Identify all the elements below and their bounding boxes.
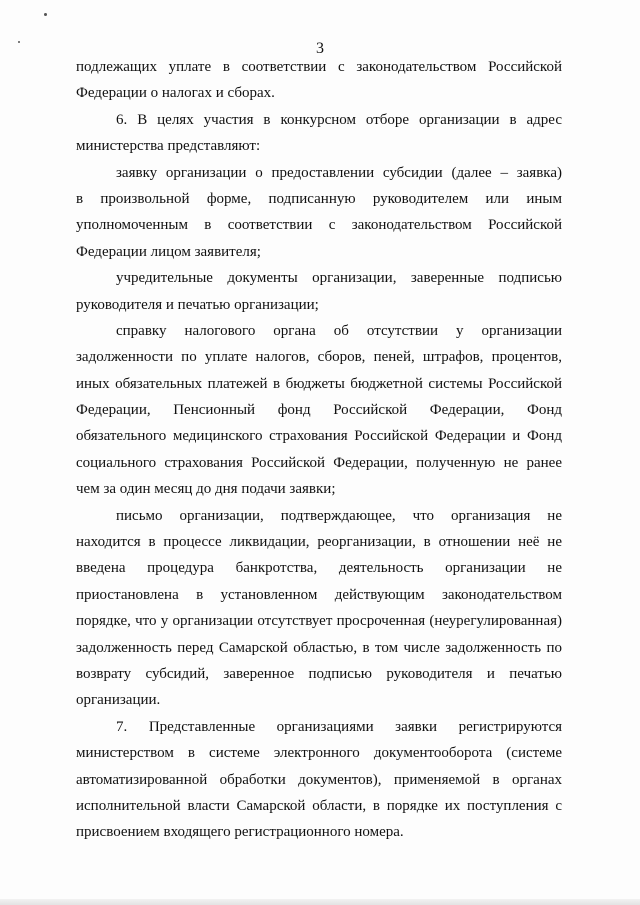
text-line: находится в процессе ликвидации, реорганизации, в отношении неё не (76, 534, 562, 551)
paragraph-7-start: 7. Представленные организациями заявки регистрируются (116, 718, 562, 735)
text-line: исполнительной власти Самарской области, в порядке их поступления с (76, 797, 562, 814)
text-line: автоматизированной обработки документов), применяемой в органах (76, 771, 562, 788)
text-line: Федерации лицом заявителя; (76, 243, 261, 260)
page-number: 3 (316, 40, 324, 57)
text-line: подлежащих уплате в соответствии с законодательством Российской (76, 59, 562, 75)
text-line: руководителя и печатью организации; (76, 296, 319, 313)
paragraph-6-start: 6. В целях участия в конкурсном отборе организации в адрес (116, 111, 562, 128)
text-line: присвоением входящего регистрационного номера. (76, 824, 404, 841)
text-line: задолженность перед Самарской областью, в том числе задолженность по (76, 639, 562, 656)
list-item-founding-documents: учредительные документы организации, заверенные подписью (116, 270, 562, 287)
scan-speck (44, 13, 47, 16)
text-line: чем за один месяц до дня подачи заявки; (76, 481, 336, 498)
text-line: Федерации, Пенсионный фонд Российской Федерации, Фонд (76, 402, 562, 419)
text-line: Федерации о налогах и сборах. (76, 85, 275, 102)
text-line: в произвольной форме, подписанную руководителем или иным (76, 190, 562, 207)
document-body (76, 54, 562, 846)
text-line: задолженности по уплате налогов, сборов, пеней, штрафов, процентов, (76, 349, 562, 366)
text-line: введена процедура банкротства, деятельность организации не (76, 560, 562, 577)
text-line: министерства представляют: (76, 138, 261, 155)
list-item-application: заявку организации о предоставлении субсидии (далее – заявка) (116, 164, 562, 181)
text-line: возврату субсидий, заверенное подписью руководителя и печатью (76, 665, 562, 682)
text-line: социального страхования Российской Федерации, полученную не ранее (76, 454, 562, 471)
text-line: обязательного медицинского страхования Российской Федерации и Фонд (76, 428, 562, 445)
text-line: министерством в системе электронного документооборота (системе (76, 745, 562, 762)
text-line: организации. (76, 692, 161, 709)
text-line: уполномоченным в соответствии с законодательством Российской (76, 217, 562, 234)
list-item-tax-certificate: справку налогового органа об отсутствии у организации (116, 322, 562, 339)
scan-bottom-edge (0, 899, 640, 905)
text-line: приостановлена в установленном действующим законодательством (76, 586, 562, 603)
text-line: иных обязательных платежей в бюджеты бюджетной системы Российской (76, 375, 562, 392)
list-item-letter: письмо организации, подтверждающее, что организация не (116, 507, 562, 524)
text-line: порядке, что у организации отсутствует просроченная (неурегулированная) (76, 613, 562, 630)
